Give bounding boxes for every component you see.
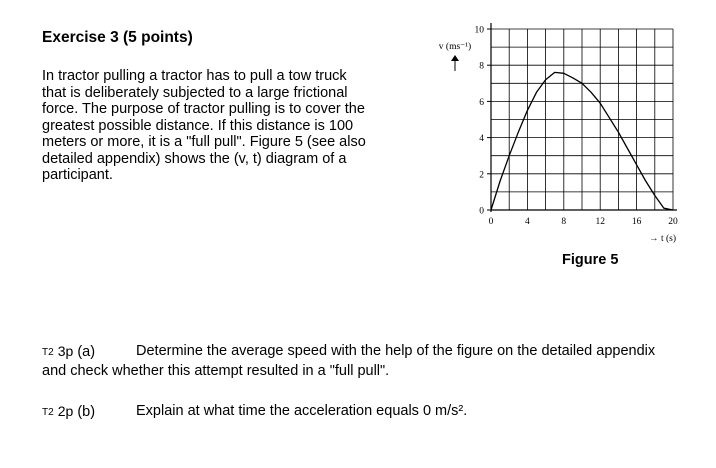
x-axis-label: → t (s) bbox=[649, 234, 676, 244]
description-line: force. The purpose of tractor pulling is to cover the bbox=[42, 101, 365, 117]
y-tick-label: 2 bbox=[479, 170, 484, 181]
y-tick-label: 8 bbox=[479, 61, 484, 72]
question-label: (a) bbox=[77, 344, 96, 360]
x-tick-label: 8 bbox=[561, 217, 567, 227]
description-line: that is deliberately subjected to a large frictional bbox=[42, 84, 348, 101]
x-tick-label: 16 bbox=[631, 217, 642, 227]
question-text: Determine the average speed with the help of the figure on the detailed appendix bbox=[136, 343, 656, 359]
question-a bbox=[42, 341, 716, 379]
question-text: Explain at what time the acceleration equals 0 m/s². bbox=[136, 403, 468, 419]
y-tick-label: 4 bbox=[479, 134, 484, 145]
question-b bbox=[42, 403, 468, 420]
description-line: In tractor pulling a tractor has to pull a tow truck bbox=[42, 68, 347, 84]
y-axis-label: v (ms⁻¹) bbox=[438, 42, 472, 52]
x-tick-label: 4 bbox=[525, 217, 530, 227]
description-line: meters or more, it is a "full pull". Figure 5 (see also bbox=[42, 134, 366, 150]
y-axis-arrowhead bbox=[451, 55, 459, 61]
question-tag: T2 bbox=[42, 347, 54, 358]
y-tick-label: 6 bbox=[479, 97, 484, 108]
question-label: (b) bbox=[77, 404, 96, 420]
chart-grid bbox=[491, 29, 673, 210]
chart-labels bbox=[439, 26, 678, 245]
description-line: participant. bbox=[42, 167, 113, 183]
x-tick-label: 0 bbox=[488, 217, 494, 227]
exercise-title: Exercise 3 (5 points) bbox=[42, 29, 193, 46]
description-line: greatest possible distance. If this distance is 100 bbox=[42, 117, 354, 134]
x-tick-label: 20 bbox=[668, 217, 678, 227]
question-text-continued: and check whether this attempt resulted in a "full pull". bbox=[42, 363, 390, 379]
y-tick-label: 10 bbox=[474, 25, 484, 36]
description-line: detailed appendix) shows the (v, t) diagram of a bbox=[42, 150, 347, 167]
x-tick-label: 12 bbox=[595, 217, 605, 227]
y-tick-label: 0 bbox=[479, 206, 484, 217]
figure-caption: Figure 5 bbox=[562, 252, 619, 268]
question-tag: T2 bbox=[42, 407, 54, 418]
question-points: 3p bbox=[57, 343, 74, 359]
question-points: 2p bbox=[57, 403, 74, 419]
